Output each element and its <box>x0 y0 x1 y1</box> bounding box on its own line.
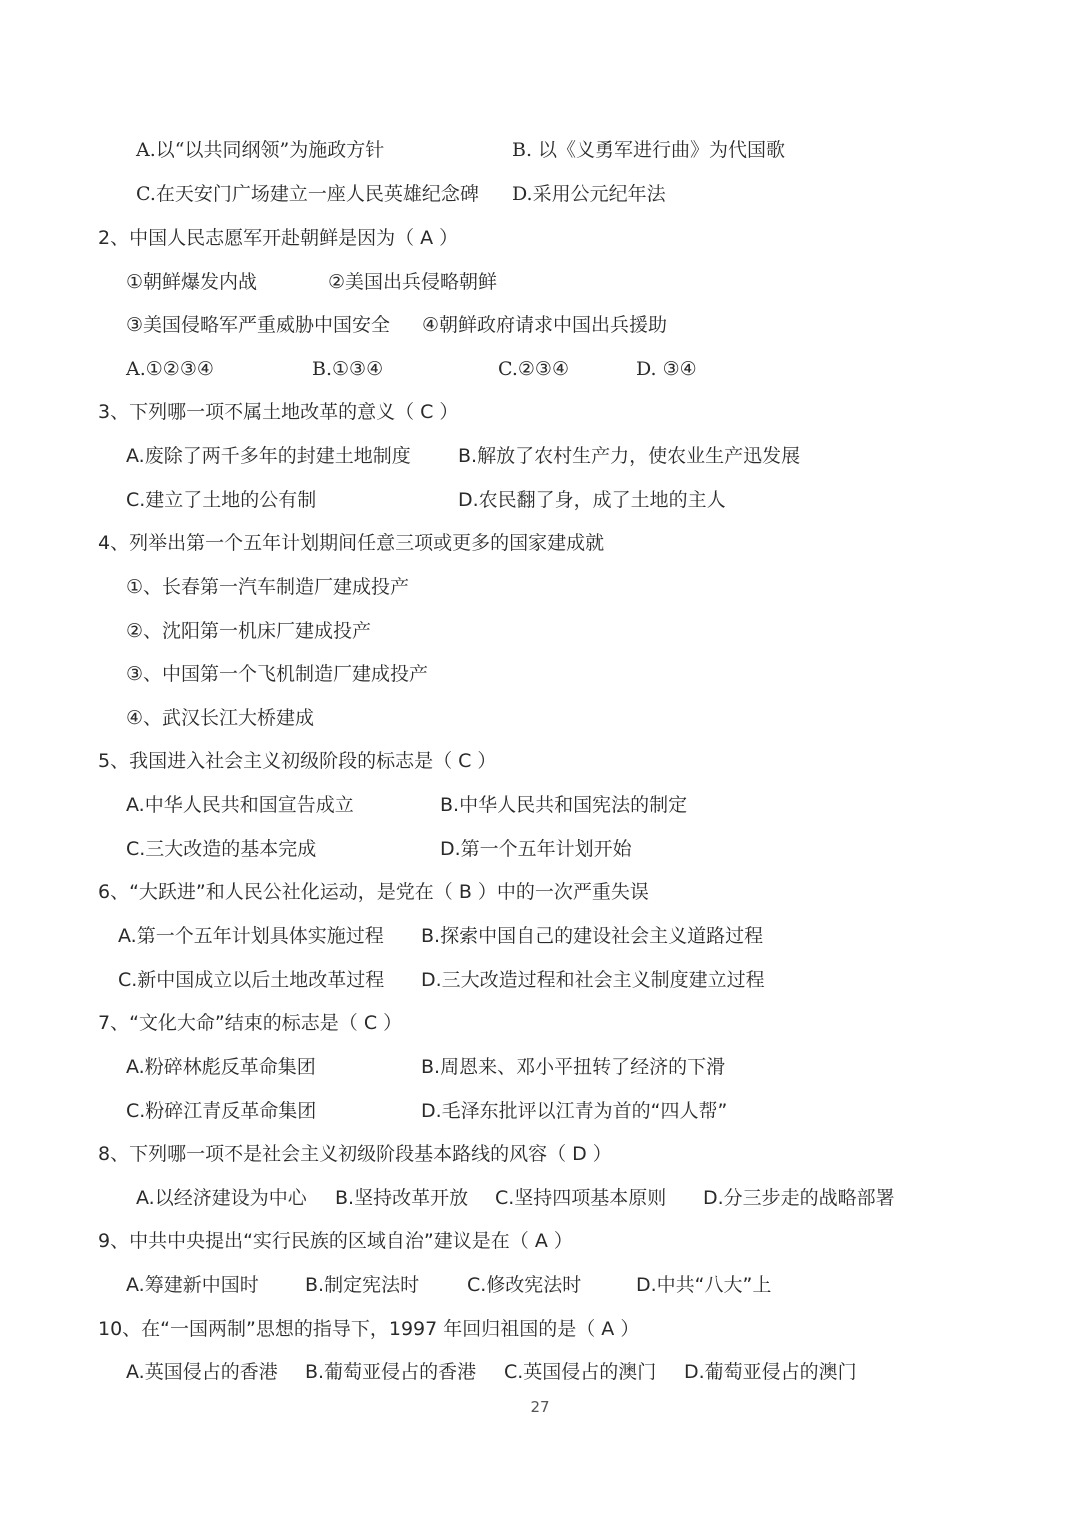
q8-option-d: D.分三步走的战略部署 <box>703 1187 895 1209</box>
q2-item-4: ④朝鲜政府请求中国出兵援助 <box>422 314 668 336</box>
q3-option-d: D.农民翻了身，成了土地的主人 <box>458 489 726 511</box>
q1-option-b: B. 以《义勇军进行曲》为代国歌 <box>512 139 786 161</box>
q5-option-a: A.中华人民共和国宣告成立 <box>126 794 354 816</box>
q2-option-b: B.①③④ <box>312 358 384 380</box>
q7-option-d: D.毛泽东批评以江青为首的“四人帮” <box>421 1100 728 1122</box>
page-number: 27 <box>530 1398 550 1416</box>
q5-option-d: D.第一个五年计划开始 <box>440 838 632 860</box>
q3-option-c: C.建立了土地的公有制 <box>126 489 317 511</box>
q8-option-b: B.坚持改革开放 <box>335 1187 469 1209</box>
question-stem: 5、我国进入社会主义初级阶段的标志是（ C ） <box>98 750 497 772</box>
q4-item-2: ②、沈阳第一机床厂建成投产 <box>126 620 372 642</box>
q6-option-b: B.探索中国自己的建设社会主义道路过程 <box>421 925 764 947</box>
q2-item-2: ②美国出兵侵略朝鲜 <box>328 271 498 293</box>
q2-item-3: ③美国侵略军严重威胁中国安全 <box>126 314 391 336</box>
question-stem: 2、中国人民志愿军开赴朝鲜是因为（ A ） <box>98 227 459 249</box>
q3-option-b: B.解放了农村生产力，使农业生产迅发展 <box>458 445 801 467</box>
question-stem: 9、中共中央提出“实行民族的区域自治”建议是在（ A ） <box>98 1230 573 1252</box>
q1-option-a: A.以“以共同纲领”为施政方针 <box>136 139 385 161</box>
question-stem: 3、下列哪一项不属土地改革的意义（ C ） <box>98 401 459 423</box>
q4-item-4: ④、武汉长江大桥建成 <box>126 707 315 729</box>
question-stem: 10、在“一国两制”思想的指导下，1997 年回归祖国的是（ A ） <box>98 1318 640 1340</box>
q8-option-c: C.坚持四项基本原则 <box>495 1187 667 1209</box>
question-stem: 6、“大跃进”和人民公社化运动，是党在（ B ）中的一次严重失误 <box>98 881 649 903</box>
q10-option-c: C.英国侵占的澳门 <box>504 1361 657 1383</box>
q3-option-a: A.废除了两千多年的封建土地制度 <box>126 445 411 467</box>
q1-option-d: D.采用公元纪年法 <box>512 183 666 205</box>
q4-item-1: ①、长春第一汽车制造厂建成投产 <box>126 576 410 598</box>
q6-option-d: D.三大改造过程和社会主义制度建立过程 <box>421 969 765 991</box>
q10-option-a: A.英国侵占的香港 <box>126 1361 278 1383</box>
q4-item-3: ③、中国第一个飞机制造厂建成投产 <box>126 663 429 685</box>
q2-option-a: A.①②③④ <box>126 358 214 380</box>
q10-option-d: D.葡萄亚侵占的澳门 <box>684 1361 857 1383</box>
question-stem: 8、下列哪一项不是社会主义初级阶段基本路线的风容（ D ） <box>98 1143 612 1165</box>
q5-option-c: C.三大改造的基本完成 <box>126 838 317 860</box>
q10-option-b: B.葡萄亚侵占的香港 <box>305 1361 477 1383</box>
question-stem: 7、“文化大命”结束的标志是（ C ） <box>98 1012 403 1034</box>
q6-option-c: C.新中国成立以后土地改革过程 <box>118 969 385 991</box>
q7-option-c: C.粉碎江青反革命集团 <box>126 1100 317 1122</box>
q7-option-a: A.粉碎林彪反革命集团 <box>126 1056 316 1078</box>
q9-option-a: A.筹建新中国时 <box>126 1274 259 1296</box>
q9-option-b: B.制定宪法时 <box>305 1274 420 1296</box>
q1-option-c: C.在天安门广场建立一座人民英雄纪念碑 <box>136 183 479 205</box>
q9-option-c: C.修改宪法时 <box>467 1274 582 1296</box>
q6-option-a: A.第一个五年计划具体实施过程 <box>118 925 384 947</box>
q2-item-1: ①朝鲜爆发内战 <box>126 271 258 293</box>
question-stem: 4、列举出第一个五年计划期间任意三项或更多的国家建成就 <box>98 532 605 554</box>
q2-option-d: D. ③④ <box>636 358 697 380</box>
q9-option-d: D.中共“八大”上 <box>636 1274 772 1296</box>
q7-option-b: B.周恩来、邓小平扭转了经济的下滑 <box>421 1056 726 1078</box>
q2-option-c: C.②③④ <box>498 358 569 380</box>
q8-option-a: A.以经济建设为中心 <box>136 1187 307 1209</box>
q5-option-b: B.中华人民共和国宪法的制定 <box>440 794 688 816</box>
